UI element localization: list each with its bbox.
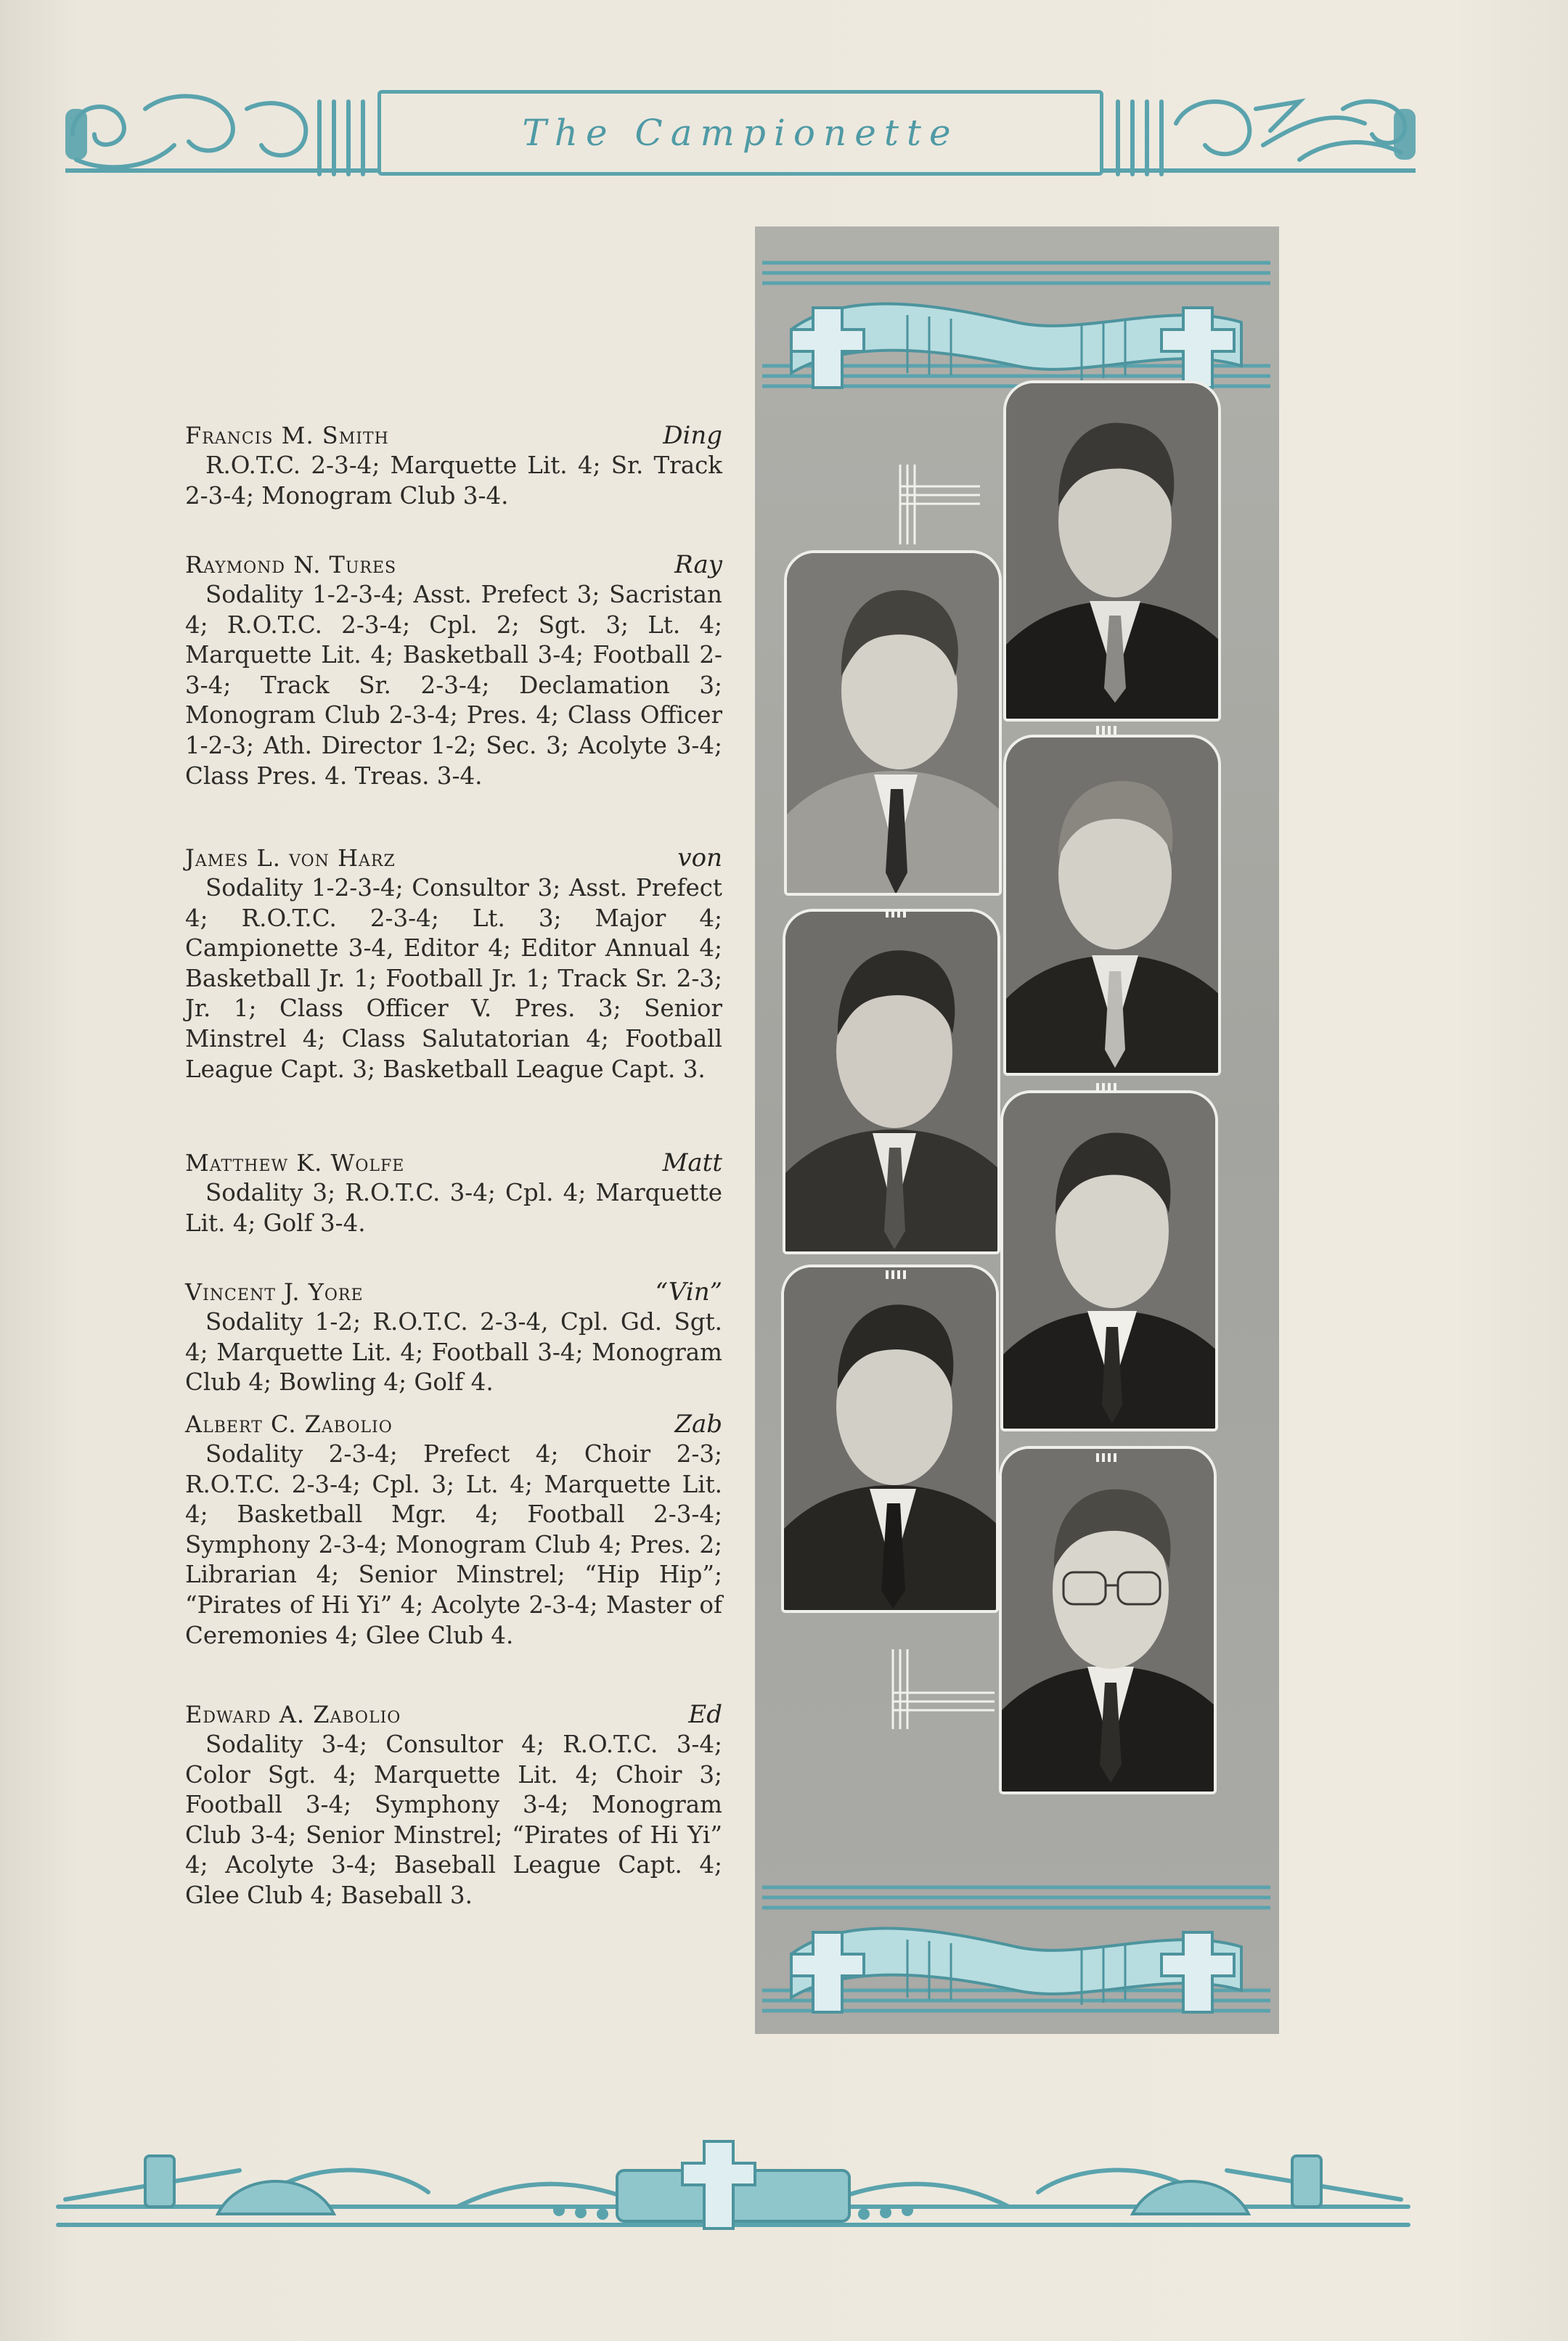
student-activities: Sodality 1-2; R.O.T.C. 2-3-4, Cpl. Gd. Sgt. 4; Marquette Lit. 4; Football 3-4; Monogram Club 4; Bowling 4; Golf 4. bbox=[185, 1308, 722, 1397]
portrait-photo bbox=[1003, 380, 1221, 722]
student-nickname: Zab bbox=[674, 1410, 722, 1439]
student-activities: Sodality 1-2-3-4; Consultor 3; Asst. Prefect 4; R.O.T.C. 2-3-4; Lt. 3; Major 4; Campionette 3-4, Editor 4; Editor Annual 4; Basketball Jr. 1; Football Jr. 1; Track Sr. 2-3; Jr. 1; Class Officer V. Pres. 3; Senior Minstrel 4; Class Salutatorian 4; Football League Capt. 3; Basketball League Capt. 3. bbox=[185, 874, 722, 1083]
student-nickname: Matt bbox=[662, 1148, 722, 1177]
student-nickname: von bbox=[677, 843, 722, 873]
student-name: Albert C. Zabolio bbox=[185, 1410, 393, 1438]
student-name: Vincent J. Yore bbox=[185, 1278, 364, 1306]
student-name: Matthew K. Wolfe bbox=[185, 1149, 405, 1177]
portrait-photo bbox=[1000, 1090, 1218, 1431]
deco-lines-lower bbox=[886, 1649, 995, 1751]
tick-mark bbox=[1096, 1453, 1118, 1462]
student-activities: Sodality 1-2-3-4; Asst. Prefect 3; Sacristan 4; R.O.T.C. 2-3-4; Cpl. 2; Sgt. 3; Lt. 4; Marquette Lit. 4; Basketball 3-4; Football 2-3-4; Track Sr. 2-3-4; Declamation 3; Monogram Club 2-3-4; Pres. 4; Class Officer 1-2-3; Ath. Director 1-2; Sec. 3; Acolyte 3-4; Class Pres. 4. Treas. 3-4. bbox=[185, 581, 722, 790]
portrait-image bbox=[784, 1267, 999, 1613]
student-name: James L. von Harz bbox=[185, 844, 396, 872]
student-nickname: Ray bbox=[674, 550, 722, 579]
student-activities: R.O.T.C. 2-3-4; Marquette Lit. 4; Sr. Track 2-3-4; Monogram Club 3-4. bbox=[185, 452, 722, 510]
bio-entry bbox=[185, 843, 722, 1084]
portrait-photo bbox=[783, 909, 1000, 1254]
portrait-photo bbox=[784, 550, 1002, 896]
cross-banner-top bbox=[762, 257, 1270, 395]
bio-entry bbox=[185, 550, 722, 791]
header-banner bbox=[65, 80, 1416, 189]
portrait-image bbox=[785, 912, 1000, 1254]
bio-heading bbox=[185, 1410, 722, 1439]
tick-mark bbox=[1096, 726, 1118, 735]
bio-heading bbox=[185, 421, 722, 451]
student-activities: Sodality 2-3-4; Prefect 4; Choir 2-3; R.O.T.C. 2-3-4; Cpl. 3; Lt. 4; Marquette Lit. 4; Basketball Mgr. 4; Football 2-3-4; Symphony 2-3-4; Monogram Club 4; Pres. 2; Librarian 4; Senior Minstrel; “Hip Hip”; “Pirates of Hi Yi” 4; Acolyte 2-3-4; Master of Ceremonies 4; Glee Club 4. bbox=[185, 1440, 722, 1649]
title-frame bbox=[377, 90, 1103, 176]
student-name: Edward A. Zabolio bbox=[185, 1701, 401, 1728]
student-activities: Sodality 3-4; Consultor 4; R.O.T.C. 3-4; Color Sgt. 4; Marquette Lit. 4; Choir 3; Football 3-4; Symphony 3-4; Monogram Club 3-4; Senior Minstrel; “Pirates of Hi Yi” 4; Acolyte 3-4; Baseball League Capt. 4; Glee Club 4; Baseball 3. bbox=[185, 1731, 722, 1909]
bio-entry bbox=[185, 1148, 722, 1238]
bio-heading bbox=[185, 1700, 722, 1730]
portrait-photo bbox=[1003, 735, 1221, 1076]
bio-entry bbox=[185, 421, 722, 511]
student-nickname: Ding bbox=[663, 421, 722, 450]
bio-entry bbox=[185, 1278, 722, 1398]
tick-mark bbox=[886, 909, 907, 918]
bio-heading bbox=[185, 1278, 722, 1307]
student-name: Francis M. Smith bbox=[185, 422, 389, 449]
footer-ornament bbox=[51, 2127, 1416, 2243]
portrait-image bbox=[1002, 1449, 1217, 1794]
portrait-image bbox=[1006, 738, 1221, 1076]
page-title: The Campionette bbox=[522, 112, 959, 154]
portrait-image bbox=[1006, 383, 1221, 722]
portrait-photo bbox=[999, 1446, 1217, 1794]
tick-mark bbox=[886, 1270, 907, 1279]
bio-entry bbox=[185, 1410, 722, 1651]
portrait-photo bbox=[781, 1265, 999, 1613]
cross-banner-bottom bbox=[762, 1882, 1270, 2019]
bio-heading bbox=[185, 1148, 722, 1178]
student-name: Raymond N. Tures bbox=[185, 551, 397, 579]
student-nickname: Ed bbox=[688, 1700, 722, 1729]
student-activities: Sodality 3; R.O.T.C. 3-4; Cpl. 4; Marquette Lit. 4; Golf 3-4. bbox=[185, 1179, 722, 1237]
portrait-panel bbox=[755, 226, 1279, 2034]
tick-mark bbox=[1096, 1083, 1118, 1092]
portrait-image bbox=[787, 553, 1002, 896]
bio-entry bbox=[185, 1700, 722, 1911]
bio-heading bbox=[185, 550, 722, 580]
student-nickname: “Vin” bbox=[655, 1278, 722, 1307]
bio-heading bbox=[185, 843, 722, 873]
portrait-image bbox=[1003, 1093, 1218, 1431]
